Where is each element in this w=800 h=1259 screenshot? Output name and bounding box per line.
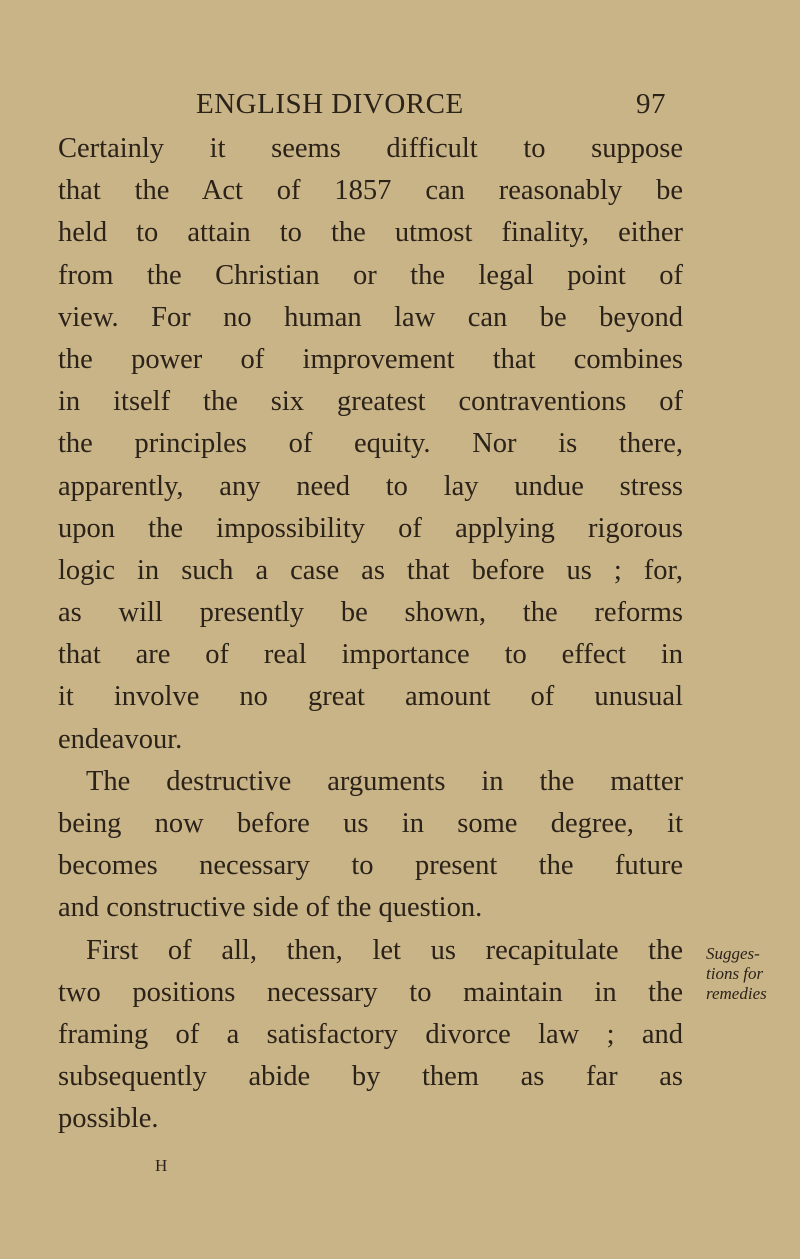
text-line: the principles of equity. Nor is there, [58, 428, 683, 460]
text-line: view. For no human law can be beyond [58, 301, 683, 333]
text-line: as will presently be shown, the reforms [58, 597, 683, 629]
text-line: being now before us in some degree, it [58, 808, 683, 839]
text-line: subsequently abide by them as far as [58, 1061, 683, 1093]
text-line: that the Act of 1857 can reasonably be [58, 175, 683, 207]
text-line: that are of real importance to effect in [58, 639, 683, 671]
margin-note [706, 944, 767, 1004]
text-line: from the Christian or the legal point of [58, 259, 683, 291]
text-line: the power of improvement that combines [58, 343, 683, 375]
text-line: two positions necessary to maintain in the [58, 976, 683, 1008]
text-line: becomes necessary to present the future [58, 850, 683, 882]
text-line: in itself the six greatest contraventions of [58, 386, 683, 418]
margin-note-line: tions for [706, 964, 764, 983]
margin-note-line: Sugges- [706, 944, 760, 963]
text-line: it involve no great amount of unusual [58, 681, 683, 713]
text-line: held to attain to the utmost finality, either [58, 217, 683, 249]
text-line: possible. [58, 1103, 159, 1135]
text-line: Certainly it seems difficult to suppose [58, 133, 683, 164]
text-line: framing of a satisfactory divorce law ; and [58, 1018, 683, 1050]
text-line: logic in such a case as that before us ; for, [58, 554, 683, 586]
running-title: ENGLISH DIVORCE [196, 88, 464, 120]
page-number: 97 [636, 88, 666, 120]
text-line: and constructive side of the question. [58, 892, 483, 924]
body-text [58, 128, 683, 1141]
text-line: endeavour. [58, 723, 183, 755]
text-line: The destructive arguments in the matter [86, 765, 683, 797]
margin-note-line: remedies [706, 984, 767, 1003]
text-line: apparently, any need to lay undue stress [58, 470, 683, 502]
text-line: upon the impossibility of applying rigorous [58, 512, 683, 544]
text-line: First of all, then, let us recapitulate the [86, 934, 683, 966]
signature-mark: H [155, 1156, 168, 1175]
